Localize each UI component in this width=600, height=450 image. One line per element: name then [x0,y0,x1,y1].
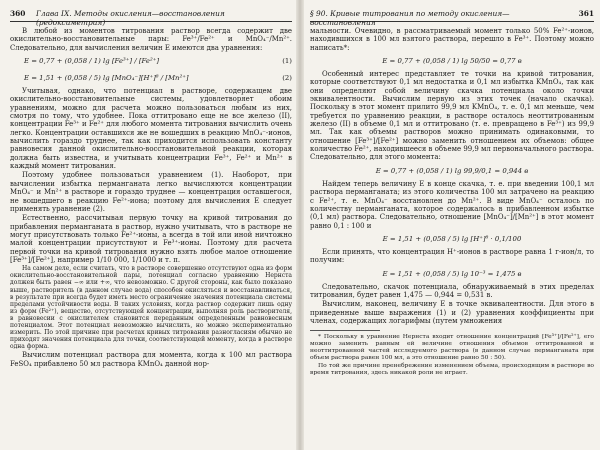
right-paragraph-2: Особенный интерес представляет те точки на кривой титрования, которые соответствуют 0,1 мл недостатка и 0,1 мл избытка KMnO₄, так как они определяют собой величину скачка потенциала около точки эквивалентности. Вычислим первую из этих точек (начало скачка). Поскольку в этот момент прилито 99,9 мл KMnO₄, т. е. 0,1 мл меньше, чем требуется по уравнению реакции, в растворе осталось неоттитрованным железо (II) в объеме 0,1 мл и оттитровано (т. е. превращено в Fe³⁺) из 99,9 мл. Так как объемы растворов можно принимать одинаковыми, то отношение [Fe³⁺]/[Fe²⁺] можно заменить отношением их объемов: общее количество Fe²⁺, находившееся в объеме 99,9 мл первоначального раствора. Следовательно, для этого момента: [310,70,594,162]
equation-c [310,231,594,247]
equation-c-text: E = 1,51 + (0,058 / 5) lg [H⁺]⁸ · 0,1/100 [382,234,522,243]
equation-b [310,163,594,179]
book-gutter [296,0,304,450]
footnote-1: * Поскольку в уравнение Нернста входит отношение концентраций [Fe³⁺]/[Fe²⁺], его можно заменить равным ей величине отношения объемов оттитрованной и неоттитрованной частей исследуемого раствора (в данном случае перманганата при объем раствора равен 100 мл, а это отношение равно 50 : 50). [310,333,594,361]
footnote-rule [310,330,380,331]
equation-1-text: E = 0,77 + (0,058 / 1) lg [Fe³⁺] / [Fe²⁺] [24,57,160,66]
right-paragraph-6: Вычислим, наконец, величину E в точке эквивалентности. Для этого в приведенные выше выражения (1) и (2) уравнения коэффициенты при членах, содержащих логарифмы (путем умножения [310,300,594,325]
right-page-number: 361 [578,9,594,18]
equation-d [310,266,594,282]
equation-2 [10,70,292,86]
left-running-head: Глава IX. Методы окисления—восстановления (редоксиметрия) [36,9,225,27]
equation-b-text: E = 0,77 + (0,058 / 1) lg 99,9/0,1 = 0,944 в [375,166,529,175]
footnotes [310,334,594,376]
left-paragraph-1: В любой из моментов титрования раствор всегда содержит две окислительно-восстановительные пары: Fe³⁺/Fe²⁺ и MnO₄⁻/Mn²⁺. Следовательно, для вычисления величин E имеются два уравнения: [10,27,292,52]
equation-2-number: (2) [282,74,292,83]
left-page-number: 360 [10,9,26,18]
equation-a [310,53,594,69]
right-paragraph-5: Следовательно, скачок потенциала, обнаруживаемый в этих пределах титрования, будет равен 1,475 — 0,944 = 0,531 в. [310,282,594,299]
equation-a-text: E = 0,77 + (0,058 / 1) lg 50/50 = 0,77 в [382,57,522,66]
left-paragraph-2: Учитывая, однако, что потенциал в растворе, содержащем две окислительно-восстановительные системы, удовлетворяет обоим уравнениям, можно для расчета можно пользоваться любым из них, смотря по тому, что удобнее. Пока оттитровано еще не все железо (II), концентрации Fe³⁺ и Fe²⁺ для любого момента титрования вычислить очень легко. Концентрации оставшихся же не вошедших в реакцию MnO₄⁻-ионов, вычислить гораздо труднее, так как приходится использовать константу равновесия данной окислительно-восстановительной реакции, которая должна быть известна, и учитывать концентрации Fe³⁺, Fe²⁺ и Mn²⁺ в каждый момент титрования. [10,87,292,171]
left-running-header [10,8,292,27]
left-paragraph-5: Вычислим потенциал раствора для момента, когда к 100 мл раствора FeSO₄ прибавлено 50 мл раствора KMnO₄ данной нор- [10,351,292,368]
right-paragraph-3: Найдем теперь величину E в конце скачка, т. е. при введении 100,1 мл раствора перманганата; из этого количества 100 мл затрачено на реакцию с Fe²⁺, т. е. MnO₄⁻ восстановлен до Mn²⁺. В виде MnO₄⁻ осталось по количеству перманганата, которое содержалось в прибавленном избытке (0,1 мл) раствора. Следовательно, отношение [MnO₄⁻]/[Mn²⁺] в этот момент равно 0,1 : 100 и [310,179,594,230]
equation-1 [10,53,292,69]
equation-d-text: E = 1,51 + (0,058 / 5) lg 10⁻³ = 1,475 в [382,269,522,278]
right-page [310,8,594,444]
right-running-head: § 90. Кривые титрования по методу окисления—восстановления [310,9,510,27]
left-paragraph-3: Поэтому удобнее пользоваться уравнением (1). Наоборот, при вычислении избытка перманганата легко вычисляются концентрации MnO₄⁻ и Mn²⁺ в растворе и гораздо труднее — концентрация оставшегося, не вошедшего в реакцию Fe²⁺-иона; поэтому для вычисления E следует применять уравнение (2). [10,171,292,213]
left-paragraph-4: Естественно, рассчитывая первую точку на кривой титрования до прибавления перманганата в раствор, нужно учитывать, что в растворе не могут присутствовать только Fe²⁺-ионы, а всегда в той или иной ничтожно малой концентрации присутствуют и Fe³⁺-ионы. Поэтому для расчета первой точки на кривой титрования нужно взять любое малое отношение [Fe³⁺]/[Fe²⁺], например 1/10 000, 1/1000 и т. п. [10,214,292,264]
footnote-2: По той же причине пренебрежение изменением объема, происходящим в растворе во время титрования, здесь никакой роли не играет. [310,361,594,376]
equation-2-text: E = 1,51 + (0,058 / 5) lg [MnO₄⁻][H⁺]⁸ / [Mn²⁺] [24,74,189,83]
left-small-paragraph: На самом деле, если считать, что в растворе совершенно отсутствуют одна из форм окислительно-восстановительной пары, потенциал согласно уравнению Нернста должен быть равен −∞ или +∞, что невозможно. С другой стороны, как было показано выше, растворитель (в данном случае вода) способен окисляться и восстанавливаться, в результате при всегда будет иметь место ограничение значения потенциала системы пределами устойчивости воды. В таких условиях, когда раствор содержит лишь одну из форм (Fe²⁺), вещество, отсутствующей концентрации, выполняя роль растворителя, в равновесии с окислителем становится переданным определенным равновесным потенциалом. Этот потенциал невозможно вычислить, но можно экспериментально измерить. По этой причине при расчетах кривых титрования разногласиям обычно не приходят значения потенциала для точки, соответствующей моменту, когда в растворе одна форма. [10,265,292,351]
left-small-print [10,265,292,350]
right-paragraph-1: мальности. Очевидно, в рассматриваемый момент только 50% Fe²⁺-ионов, находившихся в 100 мл взятого раствора, перешло в Fe³⁺. Поэтому можно написать*: [310,27,594,52]
left-page [10,8,292,444]
right-running-header [310,8,594,27]
right-paragraph-4: Если принять, что концентрация H⁺-ионов в растворе равна 1 г-ион/л, то получим: [310,247,594,265]
equation-1-number: (1) [282,57,292,66]
